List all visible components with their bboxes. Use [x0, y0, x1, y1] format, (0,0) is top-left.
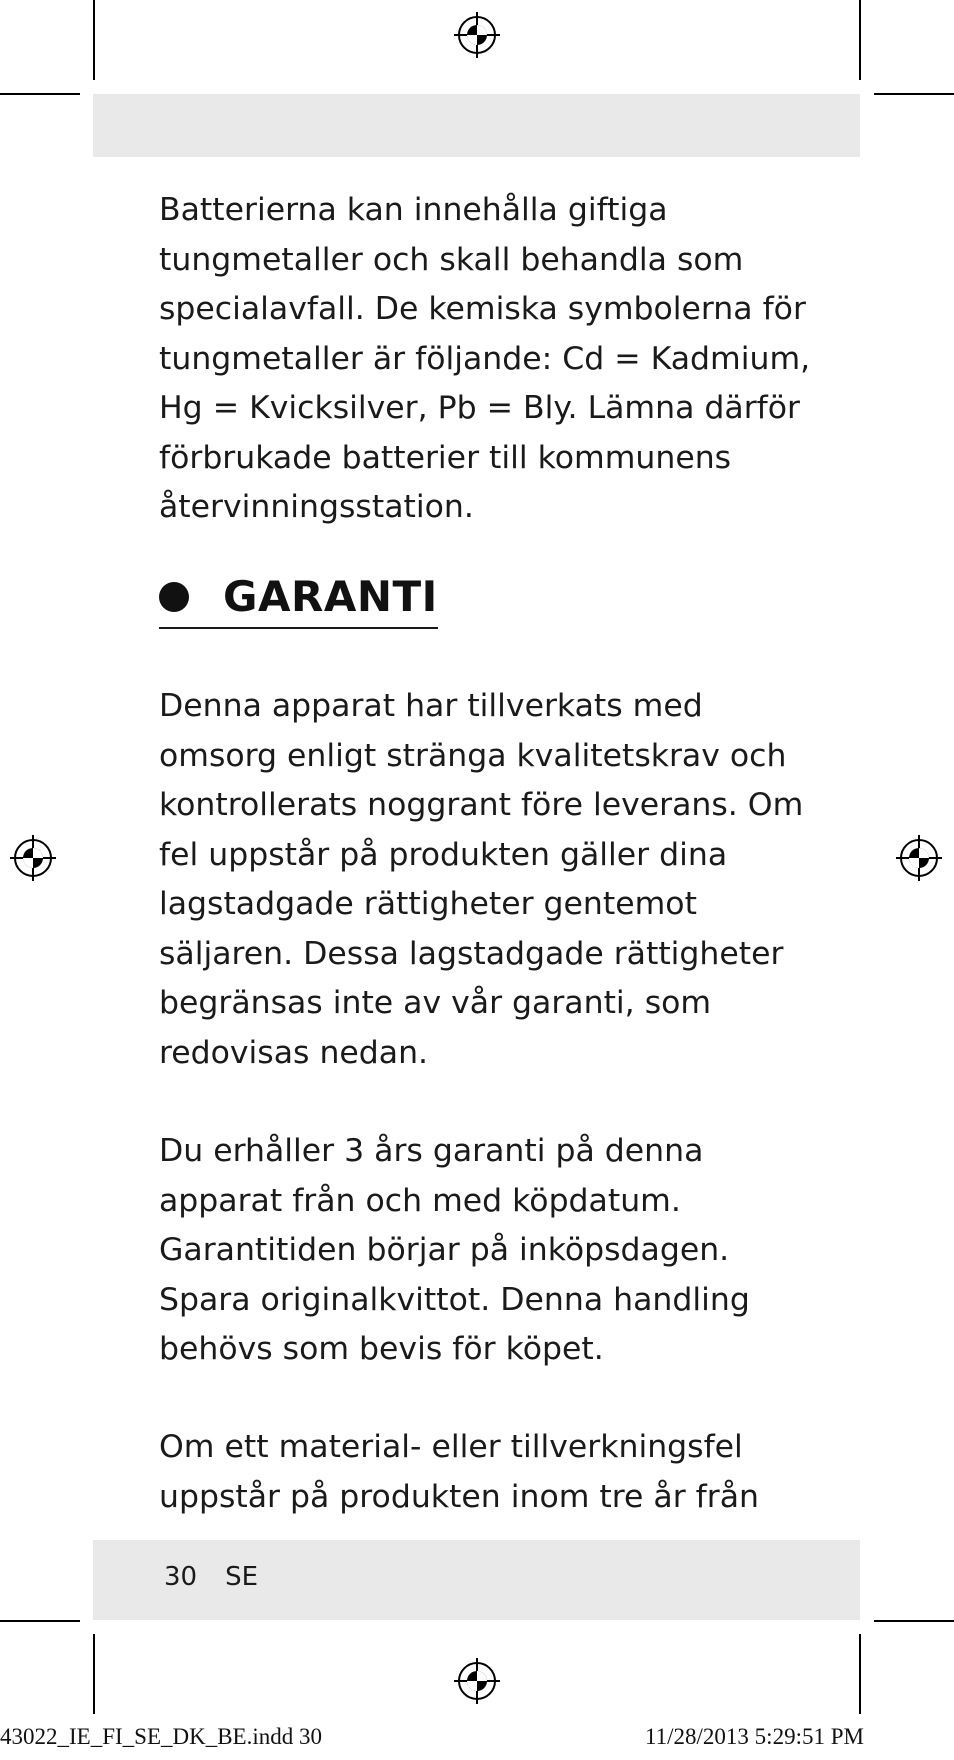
- page-number: 30: [164, 1562, 198, 1592]
- warranty-intro-paragraph: Denna apparat har tillverkats med omsorg enligt stränga kvalitetskrav och kontrollerats noggrant före leverans. Om fel uppstår på produkten gäller dina lagstadgade rättigheter gentemot säljaren. Dessa lagstadgade rättigheter begränsas inte av vår garanti, som redovisas nedan.: [159, 688, 804, 1071]
- header-band: [93, 94, 860, 157]
- bullet-dot-icon: [159, 582, 189, 612]
- registration-mark-bottom-icon: [452, 1656, 502, 1706]
- crop-mark-bottom-left-v: [93, 1634, 95, 1714]
- crop-mark-bottom-left-h: [0, 1620, 80, 1622]
- warranty-period-block: [159, 1127, 819, 1375]
- crop-mark-top-right-h: [874, 93, 954, 95]
- registration-mark-top-icon: [452, 10, 502, 60]
- crop-mark-bottom-right-v: [859, 1634, 861, 1714]
- crop-mark-top-left-v: [93, 0, 95, 80]
- crop-mark-top-left-h: [0, 93, 80, 95]
- language-code: SE: [225, 1562, 259, 1592]
- battery-disposal-paragraph-block: [159, 186, 819, 533]
- crop-mark-bottom-right-h: [874, 1620, 954, 1622]
- battery-disposal-paragraph: Batterierna kan innehålla giftiga tungmetaller och skall behandla som specialavfall. De kemiska symbolerna för tungmetaller är följande: Cd = Kadmium, Hg = Kvicksilver, Pb = Bly. Lämna därför förbrukade batterier till kommunens återvinningsstation.: [159, 192, 811, 525]
- warranty-defect-block: [159, 1423, 819, 1522]
- warranty-defect-paragraph: Om ett material- eller tillverkningsfel uppstår på produkten inom tre år från: [159, 1429, 759, 1515]
- slug-timestamp: 11/28/2013 5:29:51 PM: [645, 1724, 864, 1749]
- registration-mark-left-icon: [8, 833, 58, 883]
- warranty-period-paragraph: Du erhåller 3 års garanti på denna apparat från och med köpdatum. Garantitiden börjar på inköpsdagen. Spara originalkvittot. Denna handling behövs som bevis för köpet.: [159, 1133, 750, 1367]
- page-footer: [164, 1562, 286, 1592]
- warranty-intro-block: [159, 682, 819, 1078]
- section-heading-text: GARANTI: [223, 572, 438, 621]
- slug-filename: 43022_IE_FI_SE_DK_BE.indd 30: [0, 1724, 322, 1749]
- section-heading: [159, 572, 438, 629]
- crop-mark-top-right-v: [859, 0, 861, 80]
- registration-mark-right-icon: [894, 833, 944, 883]
